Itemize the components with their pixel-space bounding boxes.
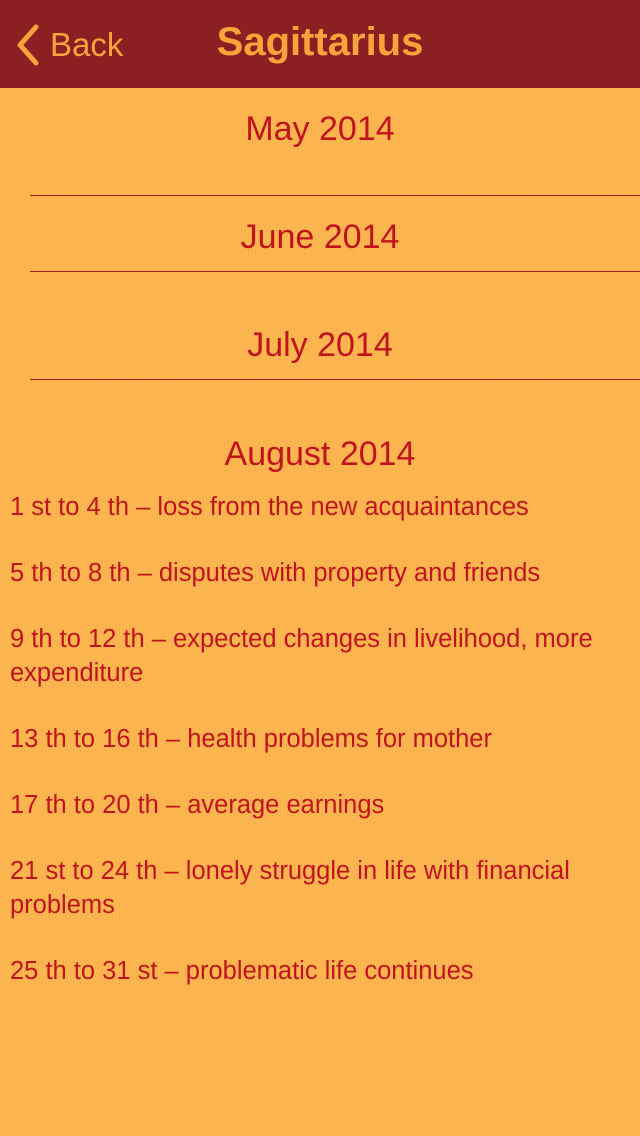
chevron-left-icon — [14, 23, 40, 67]
back-button-label: Back — [50, 26, 124, 63]
month-label: June 2014 — [240, 218, 400, 256]
list-item: 13 th to 16 th – health problems for mother — [10, 725, 492, 753]
list-item: 17 th to 20 th – average earnings — [10, 791, 385, 819]
navigation-bar — [0, 0, 640, 88]
list-item: 1 st to 4 th – loss from the new acquaintances — [10, 493, 529, 521]
month-label: May 2014 — [245, 110, 395, 148]
horoscope-entries-list — [10, 490, 635, 1020]
list-item: 9 th to 12 th – expected changes in livelihood, more expenditure — [10, 625, 593, 687]
page-title: Sagittarius — [216, 20, 424, 64]
back-button[interactable] — [14, 20, 123, 70]
list-item: 5 th to 8 th – disputes with property and friends — [10, 559, 541, 587]
list-item: 25 th to 31 st – problematic life continues — [10, 957, 474, 985]
row-divider — [30, 379, 640, 380]
list-item: 21 st to 24 th – lonely struggle in life with financial problems — [10, 857, 570, 919]
month-row-july-2014[interactable] — [0, 272, 640, 380]
month-label: July 2014 — [247, 326, 393, 364]
month-row-june-2014[interactable] — [0, 164, 640, 272]
expanded-month-title[interactable]: August 2014 — [224, 435, 416, 473]
